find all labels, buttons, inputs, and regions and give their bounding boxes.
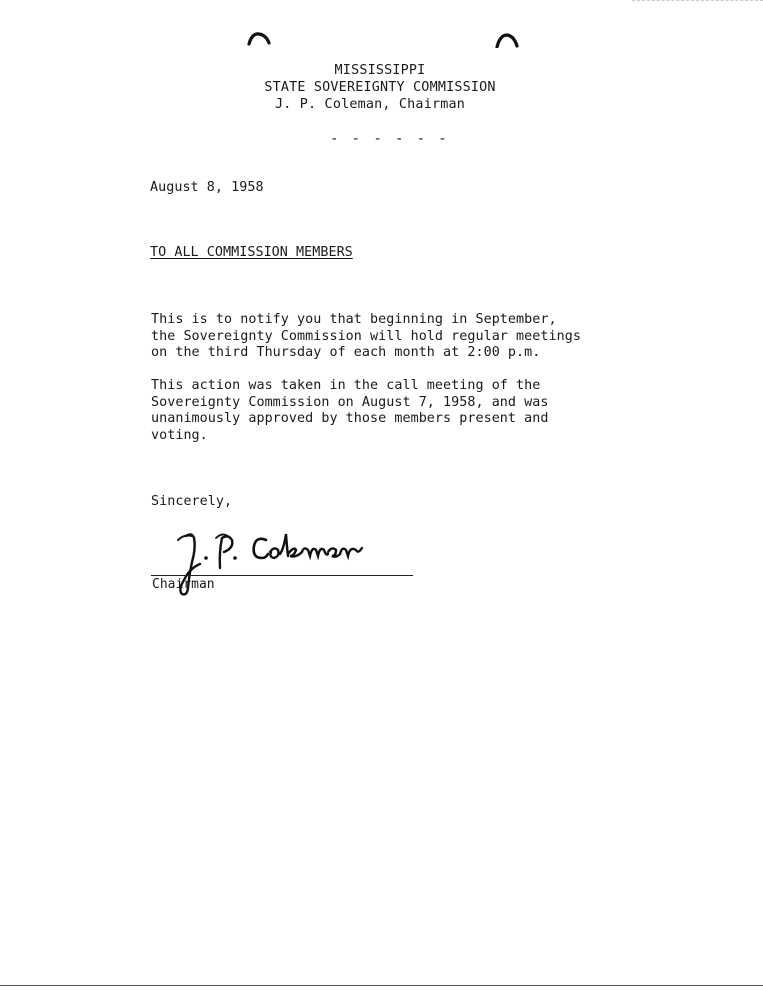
- punch-hole-mark-right: [494, 32, 520, 48]
- letter-paragraph-1: [151, 312, 581, 362]
- letterhead-separator: - - - - - -: [330, 131, 450, 147]
- letterhead-commission: STATE SOVEREIGNTY COMMISSION: [264, 80, 496, 95]
- paragraph-1-line: the Sovereignty Commission will hold regular meetings: [151, 328, 581, 344]
- paragraph-2-line: voting.: [151, 427, 208, 443]
- letterhead-state: MISSISSIPPI: [334, 63, 426, 78]
- signature-line: [151, 575, 413, 576]
- signer-title: Chairman: [152, 577, 215, 592]
- paragraph-2-line: This action was taken in the call meeting of the: [151, 378, 541, 393]
- paragraph-1-line: on the third Thursday of each month at 2:00 p.m.: [151, 345, 541, 361]
- page-bottom-edge: [0, 985, 763, 986]
- letter-paragraph-2: [151, 378, 548, 444]
- letter-salutation: TO ALL COMMISSION MEMBERS: [150, 245, 353, 260]
- paragraph-1-line: This is to notify you that beginning in September,: [151, 312, 557, 327]
- letter-date: August 8, 1958: [150, 180, 264, 195]
- paragraph-2-line: unanimously approved by those members present and: [151, 411, 549, 427]
- letterhead: [230, 62, 530, 113]
- letterhead-chairman: J. P. Coleman, Chairman: [274, 97, 466, 112]
- punch-hole-mark-left: [246, 30, 272, 46]
- paragraph-2-line: Sovereignty Commission on August 7, 1958, and was: [151, 394, 549, 410]
- top-edge-marks: [632, 0, 763, 1]
- letter-closing: Sincerely,: [151, 494, 233, 509]
